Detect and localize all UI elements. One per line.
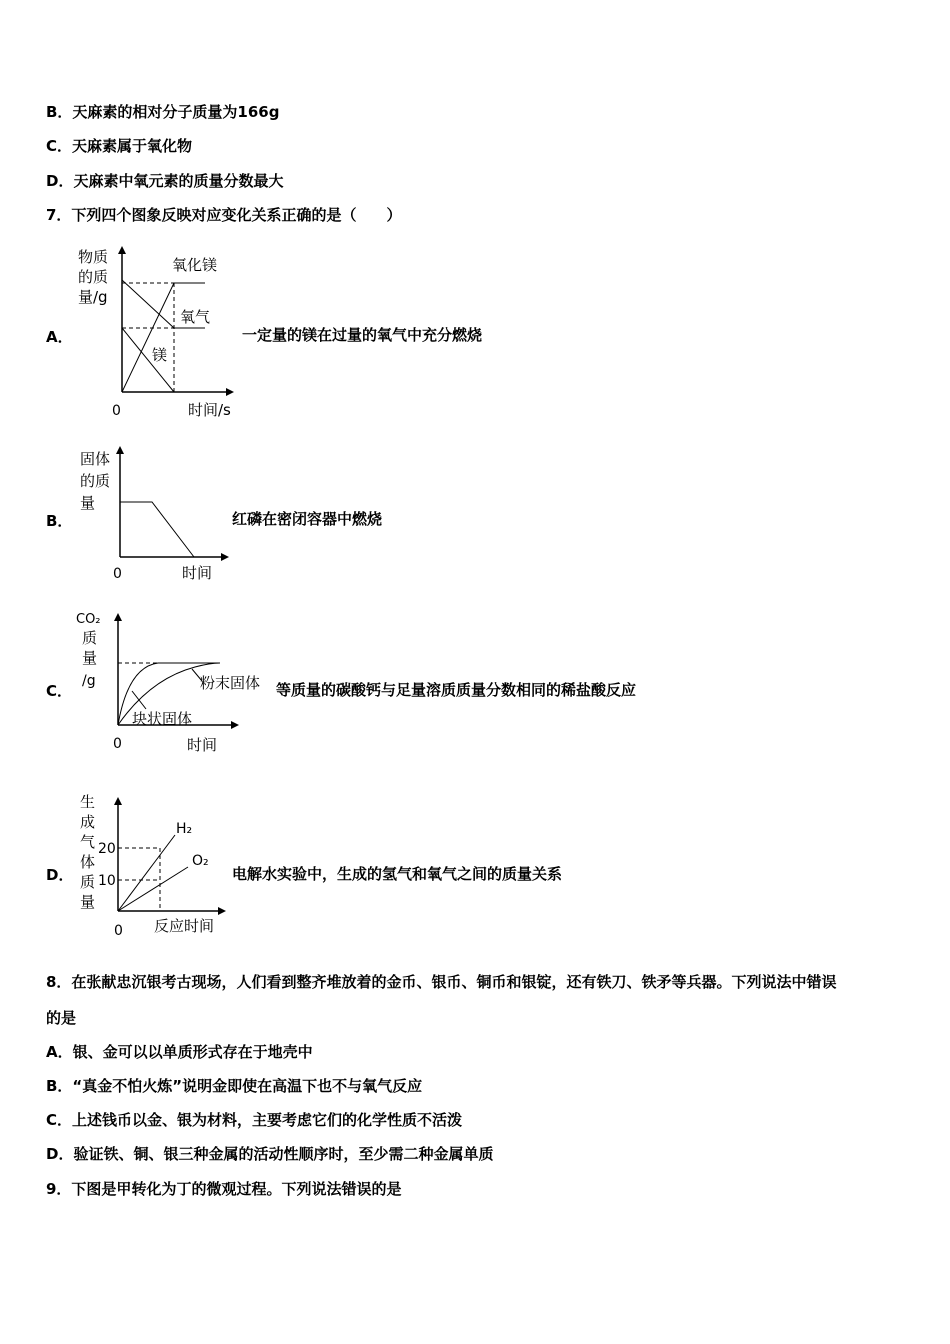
graph-b-origin: 0 <box>113 566 122 582</box>
graph-d-tick-10: 10 <box>98 873 116 889</box>
q7-option-a-description: 一定量的镁在过量的氧气中充分燃烧 <box>242 326 483 344</box>
graph-c-curve-powder: 粉末固体 <box>200 674 261 692</box>
graph-d-h2-line <box>118 835 175 911</box>
graph-d-ylabel-6: 量 <box>80 893 96 911</box>
q8-option-c: C．上述钱币以金、银为材料，主要考虑它们的化学性质不活泼 <box>46 1111 463 1129</box>
graph-b-xlabel: 时间 <box>182 564 213 582</box>
q7-graph-a <box>70 240 250 420</box>
q7-graph-b <box>70 440 240 590</box>
graph-d-curve-h2: H₂ <box>176 821 193 837</box>
graph-c-curve-block: 块状固体 <box>132 710 193 728</box>
q8-option-d: D．验证铁、铜、银三种金属的活动性顺序时，至少需二种金属单质 <box>46 1145 494 1163</box>
graph-a-o2-line <box>122 280 174 328</box>
graph-a-origin: 0 <box>112 403 121 419</box>
graph-c-ylabel-top: CO₂ <box>76 612 101 627</box>
graph-b-ylabel-3: 量 <box>80 494 96 512</box>
q7-graph-d <box>70 785 240 945</box>
graph-a-curve-o2: 氧气 <box>180 308 211 326</box>
q8-stem-line-1: 8．在张献忠沉银考古现场，人们看到整齐堆放着的金币、银币、铜币和银锭，还有铁刀、铁矛等兵器。下列说法中错误 <box>46 973 837 991</box>
graph-c-origin: 0 <box>113 736 122 752</box>
graph-b-curve <box>120 502 194 557</box>
graph-d-ylabel-1: 生 <box>80 793 96 811</box>
q6-option-c: C．天麻素属于氧化物 <box>46 137 193 155</box>
q7-stem: 7．下列四个图象反映对应变化关系正确的是（ ） <box>46 206 402 224</box>
graph-d-o2-line <box>118 867 188 911</box>
graph-d-ylabel-2: 成 <box>80 813 96 831</box>
graph-a-curve-mg: 镁 <box>152 346 168 364</box>
q7-option-b-label: B． <box>46 512 73 530</box>
graph-d-tick-20: 20 <box>98 841 116 857</box>
graph-b-ylabel-2: 的质 <box>80 472 111 490</box>
graph-c-ylabel-1: 质 <box>82 629 98 647</box>
graph-c-ylabel-3: /g <box>82 673 96 689</box>
q6-option-d: D．天麻素中氧元素的质量分数最大 <box>46 172 284 190</box>
graph-a-ylabel-1: 物质 <box>78 248 109 266</box>
graph-d-curve-o2: O₂ <box>192 853 209 869</box>
q6-option-b: B．天麻素的相对分子质量为166g <box>46 103 280 121</box>
q7-option-d-description: 电解水实验中，生成的氢气和氧气之间的质量关系 <box>232 865 563 883</box>
graph-d-origin: 0 <box>114 923 123 939</box>
q7-option-d-label: D． <box>46 866 74 884</box>
q7-option-b-description: 红磷在密闭容器中燃烧 <box>232 510 383 528</box>
q9-stem: 9．下图是甲转化为丁的微观过程。下列说法错误的是 <box>46 1180 402 1198</box>
q7-graph-c <box>70 605 280 760</box>
graph-d-xlabel: 反应时间 <box>154 917 215 935</box>
graph-c-ylabel-2: 量 <box>82 649 98 667</box>
graph-a-curve-mgo: 氧化镁 <box>172 256 218 274</box>
graph-a-ylabel-2: 的质 <box>78 268 109 286</box>
q7-option-c-description: 等质量的碳酸钙与足量溶质质量分数相同的稀盐酸反应 <box>276 681 637 699</box>
graph-d-ylabel-5: 质 <box>80 873 96 891</box>
graph-b-ylabel-1: 固体 <box>80 450 111 468</box>
graph-d-ylabel-3: 气 <box>80 833 96 851</box>
q7-option-a-label: A． <box>46 328 73 346</box>
graph-a-xlabel: 时间/s <box>188 401 231 419</box>
graph-c-xlabel: 时间 <box>187 736 218 754</box>
graph-a-ylabel-3: 量/g <box>78 288 108 306</box>
q8-option-b: B．“真金不怕火炼”说明金即使在高温下也不与氧气反应 <box>46 1077 423 1095</box>
q8-stem-line-2: 的是 <box>46 1009 77 1027</box>
q7-option-c-label: C． <box>46 682 73 700</box>
graph-d-ylabel-4: 体 <box>80 853 96 871</box>
q8-option-a: A．银、金可以以单质形式存在于地壳中 <box>46 1043 313 1061</box>
